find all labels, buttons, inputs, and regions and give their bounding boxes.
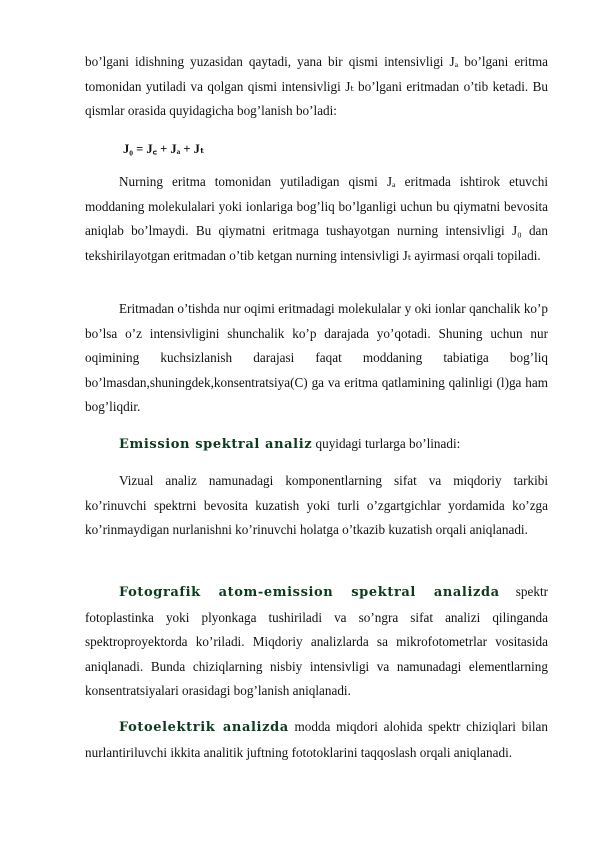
paragraph-flux-attenuation xyxy=(85,297,548,420)
heading-photographic-analysis: Fotografik atom-emission spektral analizda xyxy=(119,585,500,600)
heading-emission-spectral-analysis: Emission spektral analiz xyxy=(119,437,313,452)
paragraph-absorbed-part-text: Nurning eritma tomonidan yutiladigan qismi Jₐ eritmada ishtirok etuvchi moddaning molekulalari yoki ionlariga bog’liq bo’lganligi uchun bu qiymatni bevosita aniqlab bo’lmaydi. Bu qiymatni eritmaga tushayotgan nurning intensivligi J₀ dan tekshirilayotgan eritmadan o’tib ketgan nurning intensivligi Jₜ ayirmasi orqali topiladi. xyxy=(85,174,548,263)
paragraph-intro xyxy=(85,50,548,124)
paragraph-photoelectric-analysis xyxy=(85,715,548,765)
paragraph-visual-analysis-text: Vizual analiz namunadagi komponentlarning sifat va miqdoriy tarkibi ko’rinuvchi spektrni bevosita kuzatish yoki turli o’zgartgichlar yordamida ko’zga ko’rinmaydigan nurlanishni ko’rinuvchi holatga o’tkazib kuzatish orqali aniqlanadi. xyxy=(85,473,548,538)
heading-photoelectric-analysis: Fotoelektrik analizda xyxy=(119,720,289,735)
paragraph-intro-text: bo’lgani idishning yuzasidan qaytadi, yana bir qismi intensivligi Jₐ bo’lgani eritma tomonidan yutiladi va qolgan qismi intensivligi Jₜ bo’lgani eritmadan o’tib ketadi. Bu qismlar orasida quyidagicha bog’lanish bo’ladi: xyxy=(85,54,548,119)
paragraph-photoelectric-analysis-text: modda miqdori alohida spektr chiziqlari bilan nurlantiriluvchi ikkita analitik juftning fototoklarini taqqoslash orqali aniqlanadi. xyxy=(85,719,548,760)
paragraph-emission-types-text: quyidagi turlarga bo’linadi: xyxy=(312,436,461,451)
paragraph-absorbed-part xyxy=(85,170,548,268)
paragraph-emission-types xyxy=(85,432,548,458)
paragraph-photographic-analysis xyxy=(85,580,548,704)
paragraph-photographic-analysis-text: spektr fotoplastinka yoki plyonkaga tushiriladi va so’ngra sifat analizi qilinganda spektroproyektorda ko’riladi. Miqdoriy analizlarda sa mikrofotometrlar vositasida aniqlanadi. Bunda chiziqlarning nisbiy intensivligi va namunadagi elementlarning konsentratsiyalari orasidagi bog’lanish aniqlanadi. xyxy=(85,584,549,699)
formula-intensity-balance: J₀ = J꜀ + Jₐ + Jₜ xyxy=(123,142,205,156)
paragraph-visual-analysis xyxy=(85,469,548,543)
paragraph-flux-attenuation-text: Eritmadan o’tishda nur oqimi eritmadagi molekulalar y oki ionlar qanchalik ko’p bo’lsa o’z intensivligini shunchalik ko’p darajada yo’qotadi. Shuning uchun nur oqimining kuchsizlanish darajasi faqat moddaning tabiatiga bog’liq bo’lmasdan,shuningdek,konsentratsiya(C) ga va eritma qatlamining qalinligi (l)ga ham bog’liqdir. xyxy=(85,301,548,415)
